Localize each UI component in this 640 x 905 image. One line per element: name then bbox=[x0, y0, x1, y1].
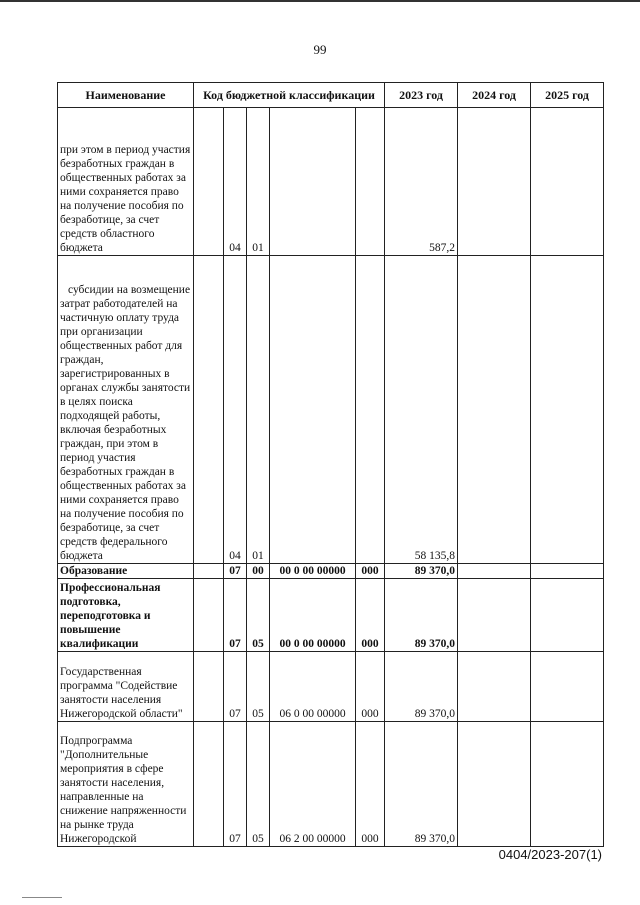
row-2024 bbox=[458, 652, 531, 722]
row-name: Государственная программа "Содействие занятости населения Нижегородской области" bbox=[58, 652, 194, 722]
row-2025 bbox=[531, 722, 604, 847]
header-2023: 2023 год bbox=[385, 83, 458, 108]
row-2024 bbox=[458, 564, 531, 579]
row-subsection: 05 bbox=[247, 579, 270, 652]
row-section: 07 bbox=[224, 652, 247, 722]
row-name: Профессиональная подготовка, переподготовка и повышение квалификации bbox=[58, 579, 194, 652]
row-target-article: 06 2 00 00000 bbox=[270, 722, 356, 847]
table-row bbox=[58, 579, 604, 652]
row-subsection: 01 bbox=[247, 108, 270, 256]
row-2023: 89 370,0 bbox=[385, 652, 458, 722]
row-2023: 89 370,0 bbox=[385, 722, 458, 847]
table-row bbox=[58, 256, 604, 564]
row-subsection: 00 bbox=[247, 564, 270, 579]
row-2025 bbox=[531, 564, 604, 579]
budget-table bbox=[57, 82, 604, 847]
row-2024 bbox=[458, 579, 531, 652]
header-code: Код бюджетной классификации bbox=[194, 83, 385, 108]
table-row bbox=[58, 564, 604, 579]
row-2024 bbox=[458, 722, 531, 847]
row-section: 04 bbox=[224, 108, 247, 256]
header-2024: 2024 год bbox=[458, 83, 531, 108]
row-2025 bbox=[531, 108, 604, 256]
row-name: субсидии на возмещение затрат работодателей на частичную оплату труда при организации общественных работ для граждан, зарегистрированных в органах службы занятости в целях поиска подходящей работы, включая безработных граждан, при этом в период участия безработных граждан в общественных работах за ними сохраняется право на получение пособия по безработице, за счет средств федерального бюджета bbox=[58, 256, 194, 564]
row-2024 bbox=[458, 256, 531, 564]
row-section: 07 bbox=[224, 579, 247, 652]
row-expense-type: 000 bbox=[356, 579, 385, 652]
table-row bbox=[58, 722, 604, 847]
header-2025: 2025 год bbox=[531, 83, 604, 108]
document-code: 0404/2023-207(1) bbox=[498, 847, 602, 862]
row-2025 bbox=[531, 256, 604, 564]
row-expense-type bbox=[356, 256, 385, 564]
row-target-article: 00 0 00 00000 bbox=[270, 579, 356, 652]
row-subsection: 05 bbox=[247, 722, 270, 847]
header-name: Наименование bbox=[58, 83, 194, 108]
row-name: Образование bbox=[58, 564, 194, 579]
row-name: при этом в период участия безработных граждан в общественных работах за ними сохраняется право на получение пособия по безработице, за счет средств областного бюджета bbox=[58, 108, 194, 256]
row-target-article: 00 0 00 00000 bbox=[270, 564, 356, 579]
table-header-row bbox=[58, 83, 604, 108]
row-target-article: 06 0 00 00000 bbox=[270, 652, 356, 722]
bottom-mark bbox=[22, 897, 62, 898]
row-2023: 89 370,0 bbox=[385, 579, 458, 652]
row-expense-type bbox=[356, 108, 385, 256]
table-row bbox=[58, 108, 604, 256]
page-number: 99 bbox=[313, 42, 327, 57]
row-name: Подпрограмма "Дополнительные мероприятия в сфере занятости населения, направленные на снижение напряженности на рынке труда Нижегородской bbox=[58, 722, 194, 847]
row-subsection: 01 bbox=[247, 256, 270, 564]
row-2024 bbox=[458, 108, 531, 256]
row-subsection: 05 bbox=[247, 652, 270, 722]
row-2025 bbox=[531, 579, 604, 652]
row-expense-type: 000 bbox=[356, 564, 385, 579]
top-rule bbox=[0, 0, 640, 2]
table-row bbox=[58, 652, 604, 722]
row-2023: 587,2 bbox=[385, 108, 458, 256]
row-target-article bbox=[270, 256, 356, 564]
row-2023: 89 370,0 bbox=[385, 564, 458, 579]
row-expense-type: 000 bbox=[356, 722, 385, 847]
row-target-article bbox=[270, 108, 356, 256]
row-2025 bbox=[531, 652, 604, 722]
row-section: 07 bbox=[224, 564, 247, 579]
row-section: 04 bbox=[224, 256, 247, 564]
row-section: 07 bbox=[224, 722, 247, 847]
row-2023: 58 135,8 bbox=[385, 256, 458, 564]
row-expense-type: 000 bbox=[356, 652, 385, 722]
